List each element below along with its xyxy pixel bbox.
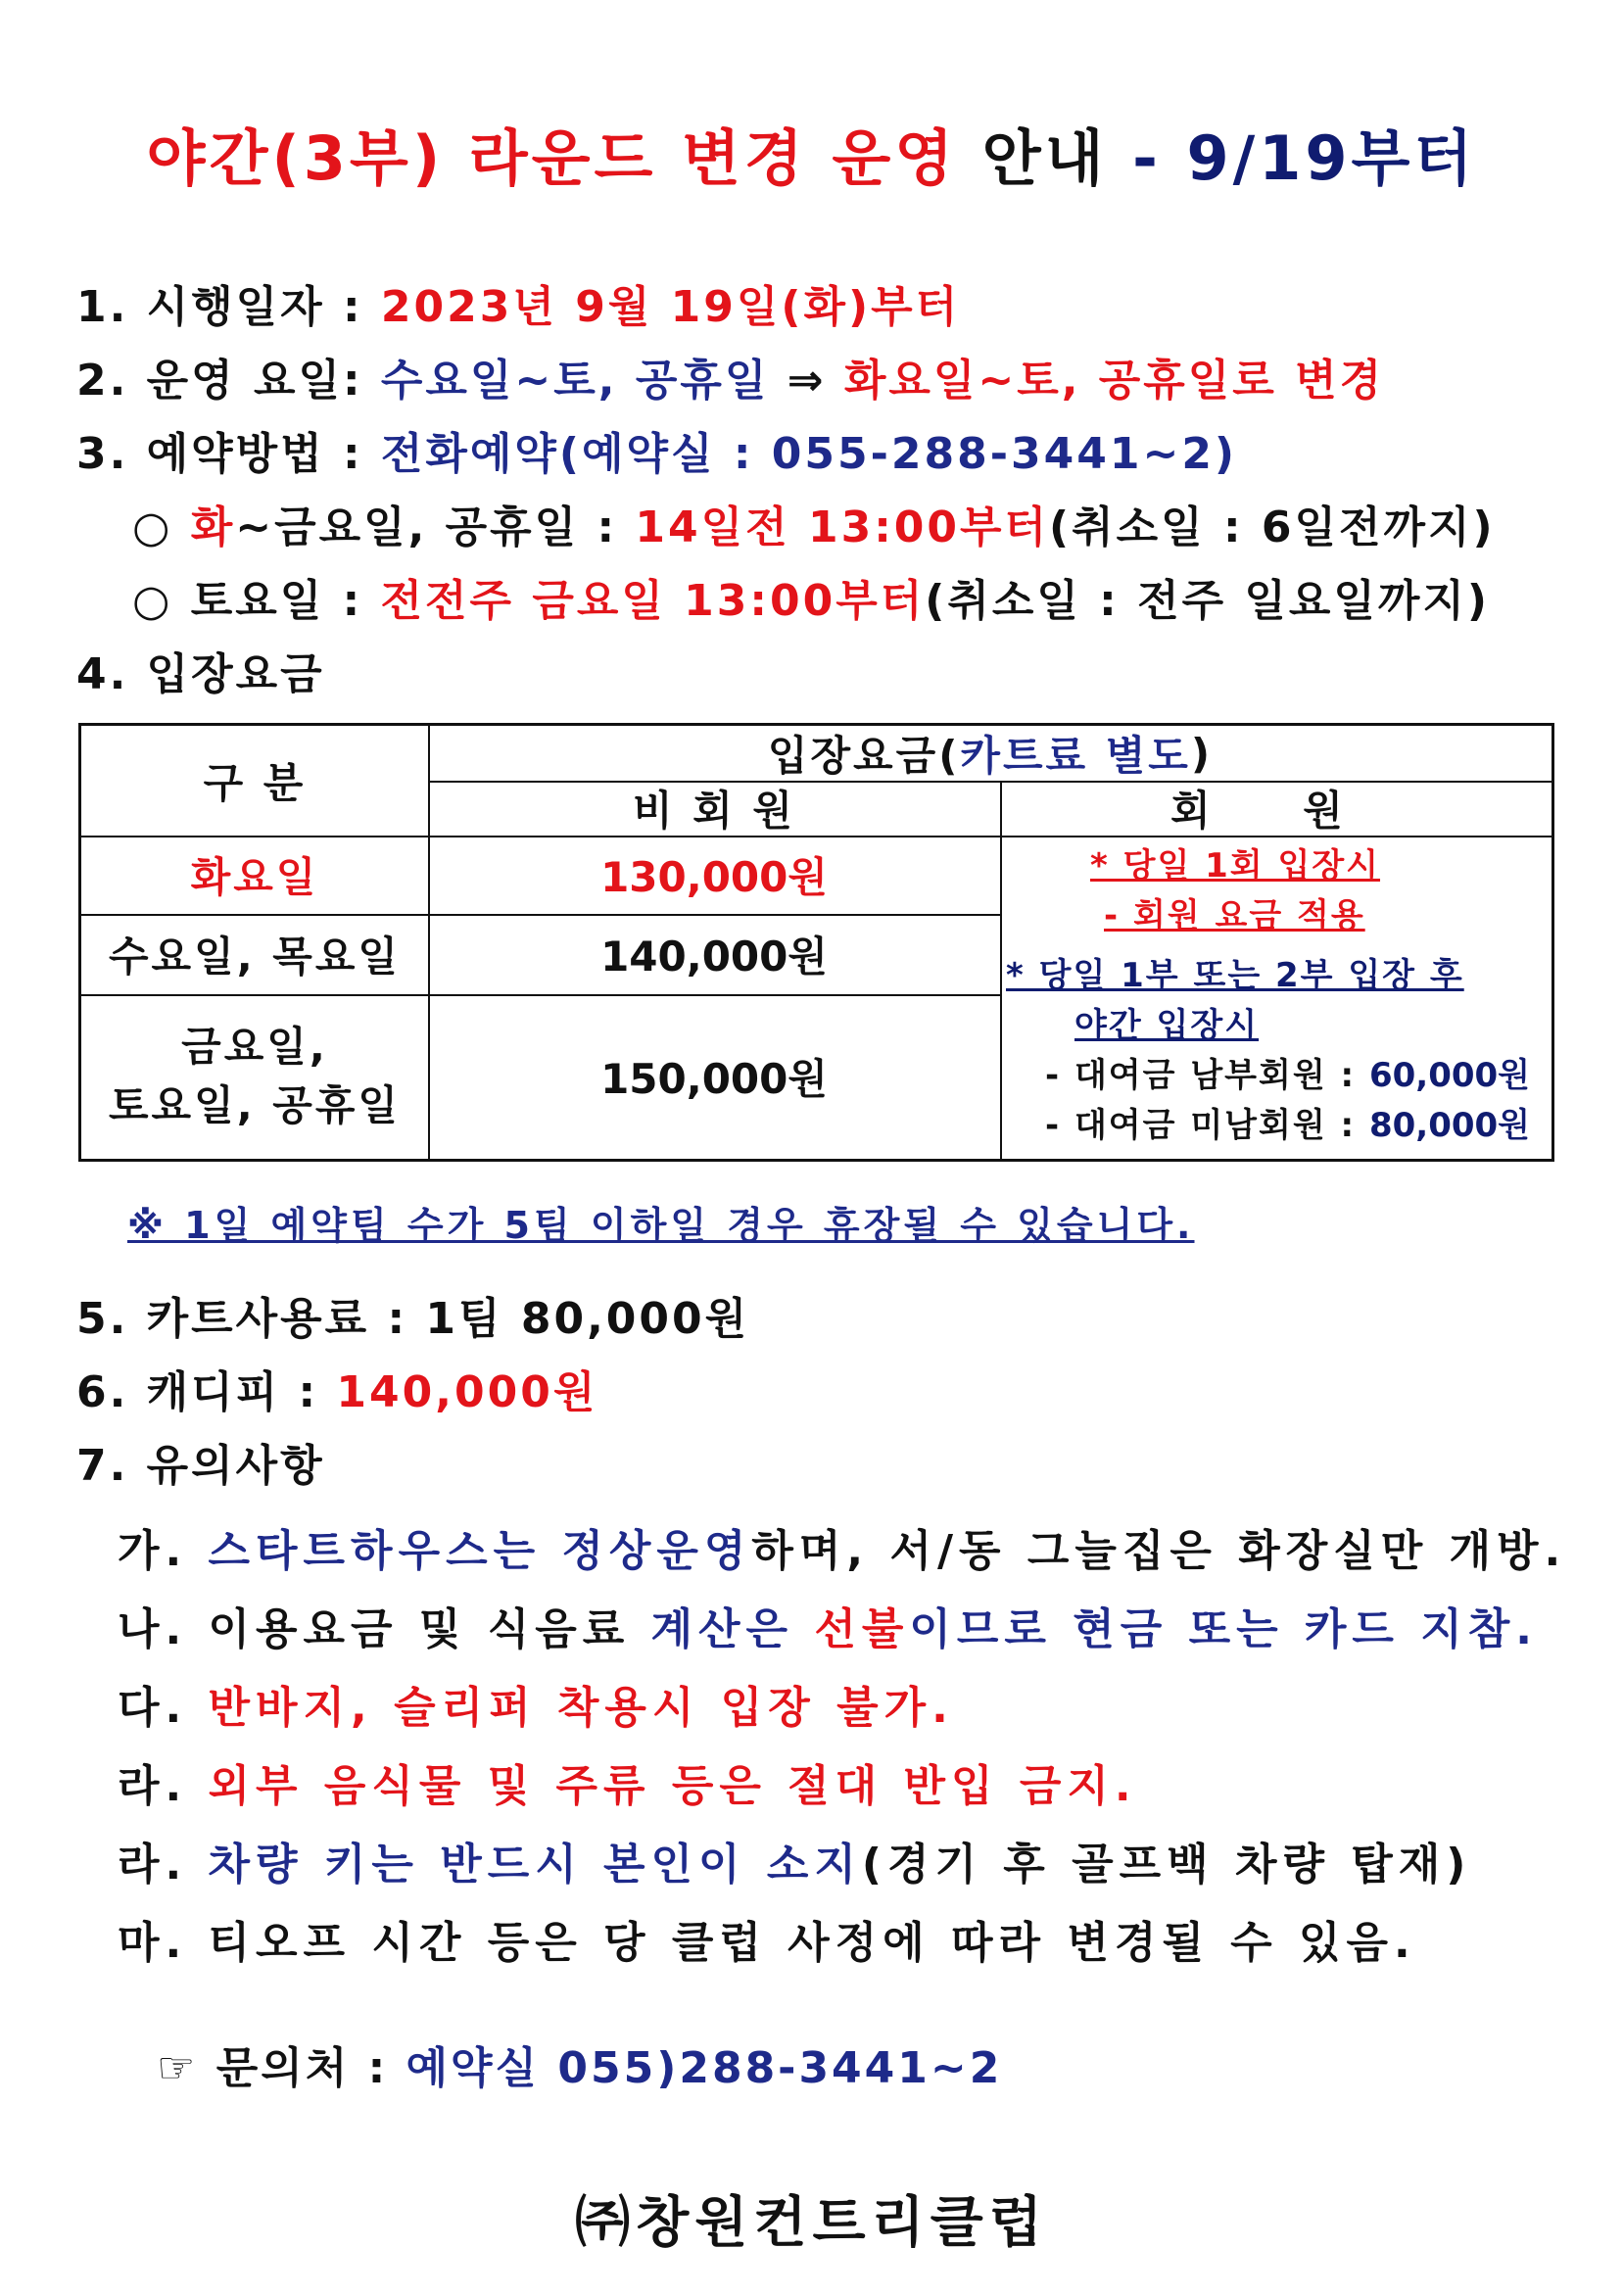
note-prefix: 마.	[118, 1918, 188, 1968]
item-2	[76, 345, 1384, 407]
contact-label: 문의처 :	[215, 2043, 389, 2093]
item-3	[76, 418, 1237, 481]
row-day-line2: 토요일, 공휴일	[108, 1081, 401, 1129]
row-price: 150,000원	[600, 1055, 828, 1103]
note-item	[118, 1907, 1416, 1970]
closure-notice: ※ 1일 예약팀 수가 5팀 이하일 경우 휴장될 수 있습니다.	[127, 1204, 1195, 1247]
note-red: 외부 음식물 및 주류 등은 절대 반입 금지.	[208, 1761, 1137, 1811]
note-red: 반바지, 슬리퍼 착용시 입장 불가.	[208, 1683, 954, 1733]
note-prefix: 라.	[118, 1840, 188, 1889]
header-member: 회 원	[1170, 787, 1382, 835]
header-fee-note: 카트료 별도	[960, 732, 1191, 780]
contact-phone: 예약실 055)288-3441~2	[406, 2043, 1003, 2093]
item-3b-cancel: (취소일 : 전주 일요일까지)	[925, 576, 1491, 626]
pointing-hand-icon: ☞	[157, 2043, 199, 2093]
bullet-icon: ○	[132, 576, 173, 626]
item-1-value: 2023년 9월 19일(화)부터	[380, 282, 961, 332]
note-black: 이용요금 및 식음료	[208, 1604, 631, 1654]
header-fee-label: 입장요금(	[767, 732, 961, 780]
item-5-label: 5. 카트사용료 :	[76, 1294, 408, 1344]
note-blue: 차량 키는 반드시 본인이 소지	[208, 1840, 862, 1889]
contact-info	[157, 2033, 1002, 2095]
item-3b-day: 토요일 :	[190, 576, 363, 626]
note-prefix: 나.	[118, 1604, 188, 1654]
note-blue: 스타트하우스는 정상운영	[208, 1526, 752, 1576]
item-6	[76, 1357, 597, 1419]
item-2-label: 2. 운영 요일:	[76, 356, 363, 406]
item-1	[76, 271, 960, 334]
item-3a-day: 화	[190, 502, 236, 552]
member-note	[1006, 841, 1554, 1151]
member-note-line: * 당일 1부 또는 2부 입장 후	[1006, 956, 1464, 995]
item-3a	[132, 492, 1496, 554]
member-note-line: - 회원 요금 적용	[1104, 896, 1365, 935]
item-3-label: 3. 예약방법 :	[76, 429, 363, 479]
item-6-value: 140,000원	[336, 1367, 598, 1417]
note-blue: 계산은	[650, 1604, 794, 1654]
item-3a-rest: ~금요일, 공휴일 :	[235, 502, 618, 552]
note-black: 티오프 시간 등은 당 클럽 사정에 따라 변경될 수 있음.	[208, 1918, 1416, 1968]
item-4-label: 4. 입장요금	[76, 649, 325, 699]
row-price: 130,000원	[600, 853, 828, 901]
row-day: 화요일	[190, 853, 319, 901]
page-title	[0, 110, 1623, 197]
item-7-label: 7. 유의사항	[76, 1441, 325, 1491]
item-3a-cancel: (취소일 : 6일전까지)	[1049, 502, 1496, 552]
item-4	[76, 639, 325, 701]
row-day: 수요일, 목요일	[108, 933, 401, 981]
item-2-after: 화요일~토, 공휴일로 변경	[843, 356, 1385, 406]
note-red: 선불	[814, 1604, 910, 1654]
title-part3: - 9/19부터	[1132, 122, 1477, 194]
note-prefix: 가.	[118, 1526, 188, 1576]
note-item	[118, 1829, 1471, 1891]
header-fee-close: )	[1190, 729, 1214, 778]
member-note-label: - 대여금 남부회원 :	[1045, 1056, 1357, 1095]
member-note-line: * 당일 1회 입장시	[1090, 846, 1381, 885]
note-item	[118, 1672, 954, 1735]
note-black: 하며, 서/동 그늘집은 화장실만 개방.	[751, 1526, 1567, 1576]
arrow-icon: ⇒	[787, 356, 827, 406]
member-note-value: 80,000원	[1368, 1106, 1531, 1145]
note-item	[118, 1515, 1566, 1578]
note-blue: 이므로 현금 또는 카드 지참.	[909, 1604, 1538, 1654]
row-day-line1: 금요일,	[181, 1023, 328, 1071]
member-note-line	[1006, 1051, 1554, 1101]
company-name: ㈜창원컨트리클럽	[575, 2191, 1048, 2255]
title-part2: 안내	[981, 122, 1108, 194]
item-3a-time: 14일전 13:00부터	[635, 502, 1050, 552]
note-item	[118, 1594, 1538, 1656]
item-3-value: 전화예약(예약실 : 055-288-3441~2)	[380, 429, 1238, 479]
bullet-icon: ○	[132, 502, 173, 552]
item-2-before: 수요일~토, 공휴일	[380, 356, 770, 406]
note-prefix: 라.	[118, 1761, 188, 1811]
member-note-line: 야간 입장시	[1074, 1006, 1260, 1045]
row-day	[81, 994, 428, 1159]
fee-table	[78, 723, 1554, 1162]
item-6-label: 6. 캐디피 :	[76, 1367, 319, 1417]
header-nonmember: 비 회 원	[633, 787, 795, 835]
item-5	[76, 1283, 749, 1346]
note-item	[118, 1750, 1137, 1813]
title-part1: 야간(3부) 라운드 변경 운영	[146, 122, 958, 194]
note-black: (경기 후 골프백 차량 탑재)	[861, 1840, 1472, 1889]
item-1-label: 1. 시행일자 :	[76, 282, 363, 332]
member-note-line	[1006, 1101, 1554, 1151]
item-5-value: 1팀 80,000원	[425, 1294, 750, 1344]
header-category: 구 분	[203, 759, 307, 807]
item-3b	[132, 565, 1490, 628]
header-fee	[428, 726, 1552, 781]
member-note-value: 60,000원	[1368, 1056, 1531, 1095]
row-price: 140,000원	[600, 933, 828, 981]
item-3b-time: 전전주 금요일 13:00부터	[380, 576, 926, 626]
member-note-label: - 대여금 미남회원 :	[1045, 1106, 1357, 1145]
note-prefix: 다.	[118, 1683, 188, 1733]
item-7	[76, 1430, 325, 1493]
